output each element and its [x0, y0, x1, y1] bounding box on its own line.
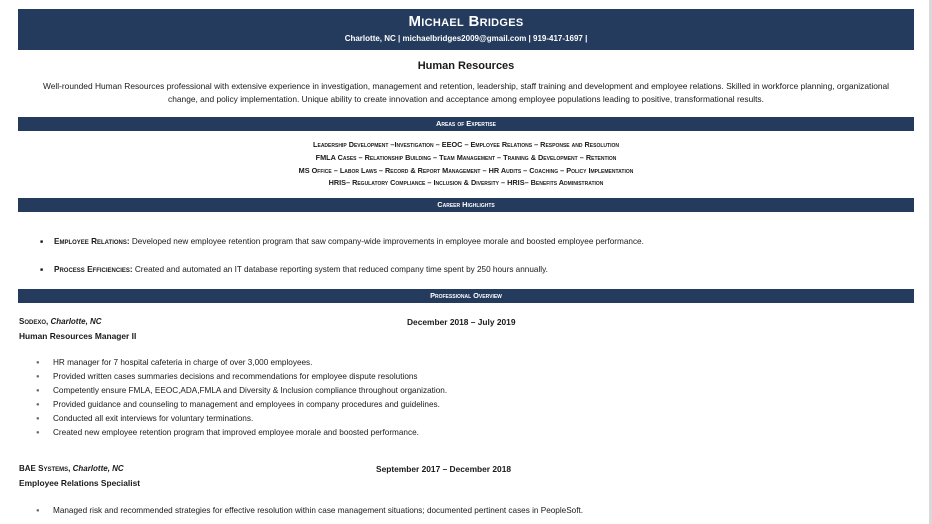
employer-line: [19, 464, 124, 473]
bullet-icon: ●: [36, 508, 40, 514]
job-bullets: [36, 504, 583, 518]
company-location: Charlotte, NC: [50, 317, 102, 326]
bullet-text: Created new employee retention program that improved employee morale and boosted performance.: [53, 428, 419, 437]
employment-dates: September 2017 – December 2018: [376, 464, 512, 474]
highlight-item: [40, 265, 900, 274]
expertise-line: Leadership Development –Investigation – EEOC – Employee Relations – Response and Resolution: [313, 140, 619, 149]
list-item: [36, 356, 447, 370]
candidate-name: Michael Bridges: [408, 13, 524, 30]
highlight-item: [40, 237, 900, 246]
list-item: [36, 504, 583, 518]
bullet-icon: ●: [36, 360, 40, 366]
highlight-label: Process Efficiencies:: [54, 265, 133, 274]
contact-line: Charlotte, NC | michaelbridges2009@gmail.com | 919-417-1697 |: [344, 34, 588, 43]
company-location: Charlotte, NC: [72, 464, 124, 473]
list-item: [36, 370, 447, 384]
highlight-text: Created and automated an IT database reporting system that reduced company time spent by 250 hours annually.: [134, 265, 548, 274]
bullet-icon: ●: [36, 374, 40, 380]
expertise-line: MS Office – Labor Laws – Record & Report Management – HR Audits – Coaching – Policy Implementation: [298, 165, 634, 175]
list-item: [36, 426, 447, 440]
bullet-text: Managed risk and recommended strategies for effective resolution within case management situations; documented pertinent cases in PeopleSoft.: [53, 506, 584, 515]
header-bar: [18, 9, 914, 50]
square-bullet-icon: ■: [40, 267, 44, 273]
bullet-icon: ●: [36, 416, 40, 422]
highlight-text: Developed new employee retention program that saw company-wide improvements in employee morale and boosted employee performance.: [131, 237, 644, 246]
company-name: Sodexo,: [19, 317, 49, 326]
job-role: Human Resources Manager II: [19, 331, 137, 341]
bullet-text: Competently ensure FMLA, EEOC,ADA,FMLA and Diversity & Inclusion compliance throughout organization.: [53, 386, 448, 395]
square-bullet-icon: ■: [40, 239, 44, 245]
bullet-icon: ●: [36, 388, 40, 394]
company-name: BAE Systems,: [19, 464, 71, 473]
list-item: [36, 398, 447, 412]
expertise-line: FMLA Cases – Relationship Building – Team Management – Training & Development – Retention: [315, 152, 617, 162]
summary-paragraph: Well-rounded Human Resources professional with extensive experience in investigation, management and retention, leadership, staff training and development and employee relations. Skilled in workforce planning, organizational change, and policy implementation. Unique ability to create innovation and acceptance among employee populations leading to positive, transformational results.: [42, 81, 890, 104]
job-role: Employee Relations Specialist: [19, 478, 141, 488]
employment-dates: December 2018 – July 2019: [407, 317, 516, 327]
expertise-line: HRIS– Regulatory Compliance – Inclusion & Diversity – HRIS– Benefits Administration: [328, 178, 604, 188]
bullet-text: HR manager for 7 hospital cafeteria in charge of over 3,000 employees.: [53, 358, 313, 367]
employer-line: [19, 317, 102, 326]
list-item: [36, 384, 447, 398]
bullet-icon: ●: [36, 430, 40, 436]
section-highlights: Career Highlights: [18, 198, 914, 212]
bullet-text: Provided written cases summaries decisions and recommendations for employee dispute resolutions: [53, 372, 418, 381]
expertise-list: [0, 139, 932, 190]
professional-title: Human Resources: [417, 60, 515, 72]
list-item: [36, 412, 447, 426]
highlight-label: Employee Relations:: [54, 237, 130, 246]
bullet-icon: ●: [36, 402, 40, 408]
section-expertise: Areas of Expertise: [18, 117, 914, 131]
section-overview: Professional Overview: [18, 289, 914, 303]
bullet-text: Provided guidance and counseling to management and employees in company procedures and guidelines.: [53, 400, 440, 409]
bullet-text: Conducted all exit interviews for voluntary terminations.: [53, 414, 254, 423]
job-bullets: [36, 356, 447, 440]
